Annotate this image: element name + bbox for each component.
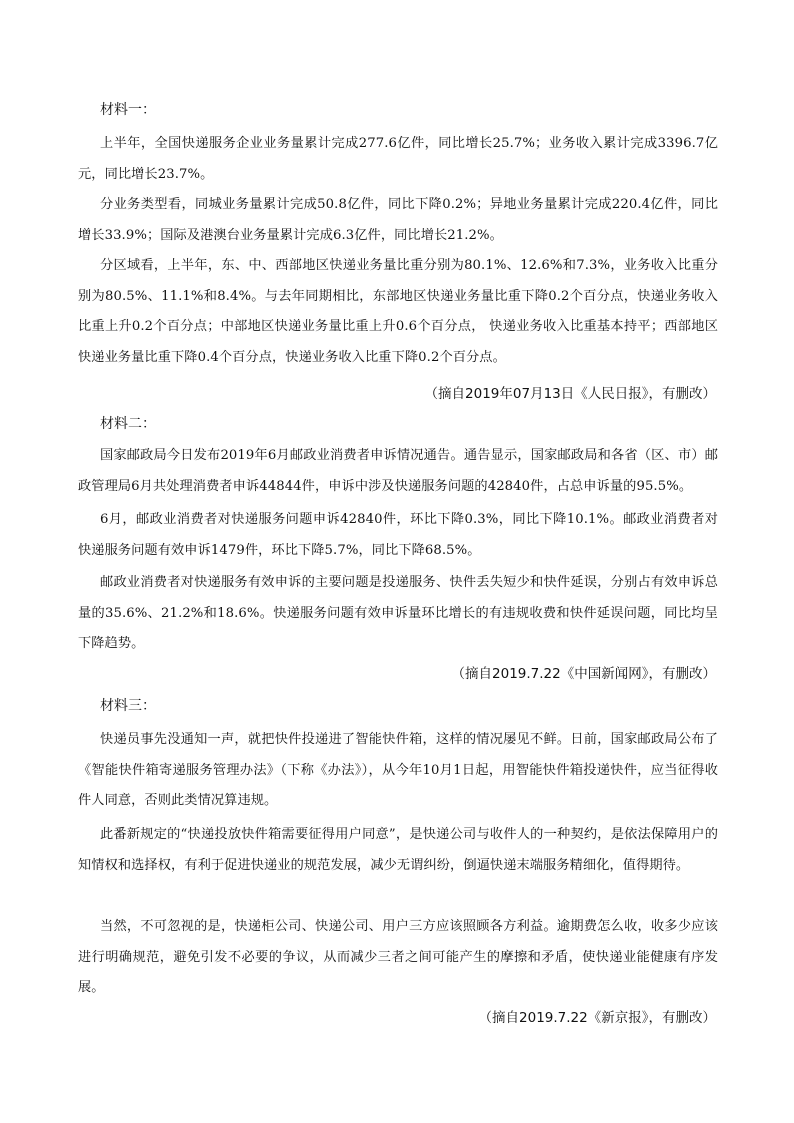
material-2-paragraph-3: 邮政业消费者对快递服务有效申诉的主要问题是投递服务、快件丢失短少和快件延误，分别占有效申诉总量的35.6%、21.2%和18.6%。快递服务问题有效申诉量环比增长的有违规收费和快件延误问题，同比均呈下降趋势。 [78, 575, 718, 651]
material-1-paragraph-1: 上半年，全国快递服务企业业务量累计完成277.6亿件，同比增长25.7%；业务收入累计完成3396.7亿元，同比增长23.7%。 [78, 136, 718, 182]
material-3-paragraph-2: 此番新规定的“快递投放快件箱需要征得用户同意”，是快递公司与收件人的一种契约，是依法保障用户的知情权和选择权，有利于促进快递业的规范发展，减少无谓纠纷，倒逼快递末端服务精细化，值得期待。 [78, 827, 718, 873]
material-1-paragraph-3: 分区域看，上半年，东、中、西部地区快递业务量比重分别为80.1%、12.6%和7.3%，业务收入比重分别为80.5%、11.1%和8.4%。与去年同期相比，东部地区快递业务量比重下降0.2个百分点，快递业务收入比重上升0.2个百分点；中部地区快递业务量比重上升0.6个百分点， 快递业务收入比重基本持平；西部地区快递业务量比重下降0.4个百分点，快递业务收入比重下降0.2个百分点。 [78, 258, 718, 365]
material-3-paragraph-3: 当然，不可忽视的是，快递柜公司、快递公司、用户三方应该照顾各方利益。逾期费怎么收，收多少应该进行明确规范，避免引发不必要的争议，从而减少三者之间可能产生的摩擦和矛盾，使快递业能健康有序发展。 [78, 919, 718, 995]
material-2-heading: 材料二： [100, 416, 156, 432]
material-1-source: （摘自2019年07月13日《人民日报》，有删改） [424, 386, 716, 402]
material-1-heading: 材料一： [100, 102, 156, 118]
material-3-source: （摘自2019.7.22《新京报》，有删改） [478, 1010, 716, 1026]
material-2-paragraph-2: 6月，邮政业消费者对快递服务问题申诉42840件，环比下降0.3%，同比下降10.1%。邮政业消费者对快递服务问题有效申诉1479件，环比下降5.7%，同比下降68.5%。 [78, 512, 718, 558]
material-3-heading: 材料三： [100, 698, 156, 714]
material-2-source: （摘自2019.7.22《中国新闻网》，有删改） [451, 666, 716, 682]
material-3-paragraph-1: 快递员事先没通知一声，就把快件投递进了智能快件箱，这样的情况屡见不鲜。日前，国家邮政局公布了《智能快件箱寄递服务管理办法》（下称《办法》），从今年10月1日起，用智能快件箱投递快件，应当征得收件人同意，否则此类情况算违规。 [78, 732, 718, 808]
material-1-paragraph-2: 分业务类型看，同城业务量累计完成50.8亿件，同比下降0.2%；异地业务量累计完成220.4亿件，同比增长33.9%；国际及港澳台业务量累计完成6.3亿件，同比增长21.2%。 [78, 197, 718, 243]
material-2-paragraph-1: 国家邮政局今日发布2019年6月邮政业消费者申诉情况通告。通告显示，国家邮政局和各省（区、市）邮政管理局6月共处理消费者申诉44844件，申诉中涉及快递服务问题的42840件，占总申诉量的95.5%。 [78, 448, 718, 494]
